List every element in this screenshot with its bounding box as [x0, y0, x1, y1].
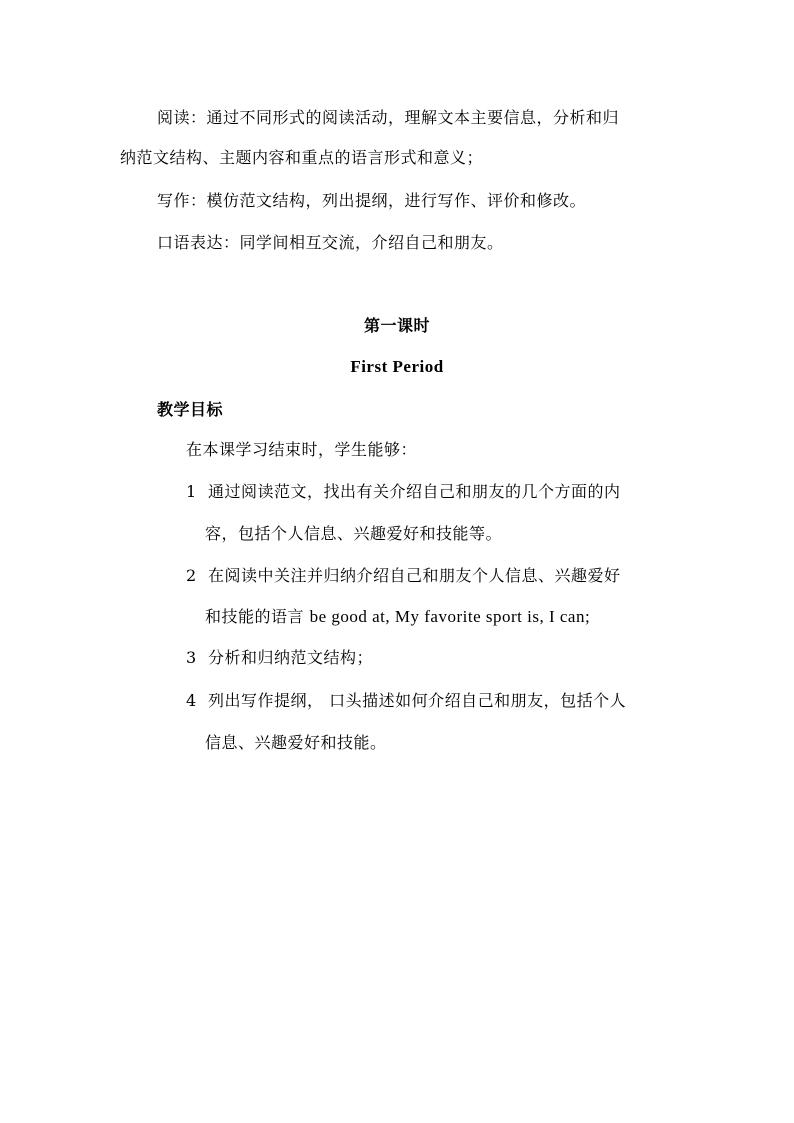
period-title-cn: 第一课时 — [363, 316, 430, 335]
period-title-en: First Period — [350, 357, 444, 376]
objective-item-text: 通过阅读范文，找出有关介绍自己和朋友的几个方面的内 — [208, 482, 621, 501]
writing-objective: 写作：模仿范文结构，列出提纲，进行写作、评价和修改。 — [157, 191, 587, 210]
objective-item-number: 4 — [186, 691, 197, 710]
objective-item-number: 3 — [186, 648, 197, 667]
objective-item-text-en: be good at, My favorite sport is, I can; — [309, 607, 591, 626]
objective-item-text: 列出写作提纲， 口头描述如何介绍自己和朋友，包括个人 — [208, 691, 627, 710]
reading-objective-line-2: 纳范文结构、主题内容和重点的语言形式和意义； — [120, 148, 484, 167]
reading-objective-line-1: 阅读：通过不同形式的阅读活动，理解文本主要信息，分析和归 — [157, 108, 620, 127]
objective-item-text: 在阅读中关注并归纳介绍自己和朋友个人信息、兴趣爱好 — [208, 566, 621, 585]
objective-item-3 — [186, 648, 373, 668]
objectives-lead: 在本课学习结束时，学生能够： — [186, 440, 418, 459]
speaking-objective: 口语表达：同学间相互交流，介绍自己和朋友。 — [157, 233, 504, 252]
objective-item-text-cn: 和技能的语言 — [205, 607, 310, 626]
objective-item-4 — [186, 691, 626, 711]
objective-item-4-continued: 信息、兴趣爱好和技能。 — [205, 733, 387, 752]
objective-item-1-continued: 容，包括个人信息、兴趣爱好和技能等。 — [205, 524, 503, 543]
objective-item-2 — [186, 566, 621, 586]
objective-item-1 — [186, 482, 621, 502]
objective-item-number: 1 — [186, 482, 197, 501]
objective-item-2-continued — [205, 607, 590, 627]
objectives-heading: 教学目标 — [157, 400, 224, 419]
objective-item-number: 2 — [186, 566, 197, 585]
objective-item-text: 分析和归纳范文结构； — [208, 648, 374, 667]
